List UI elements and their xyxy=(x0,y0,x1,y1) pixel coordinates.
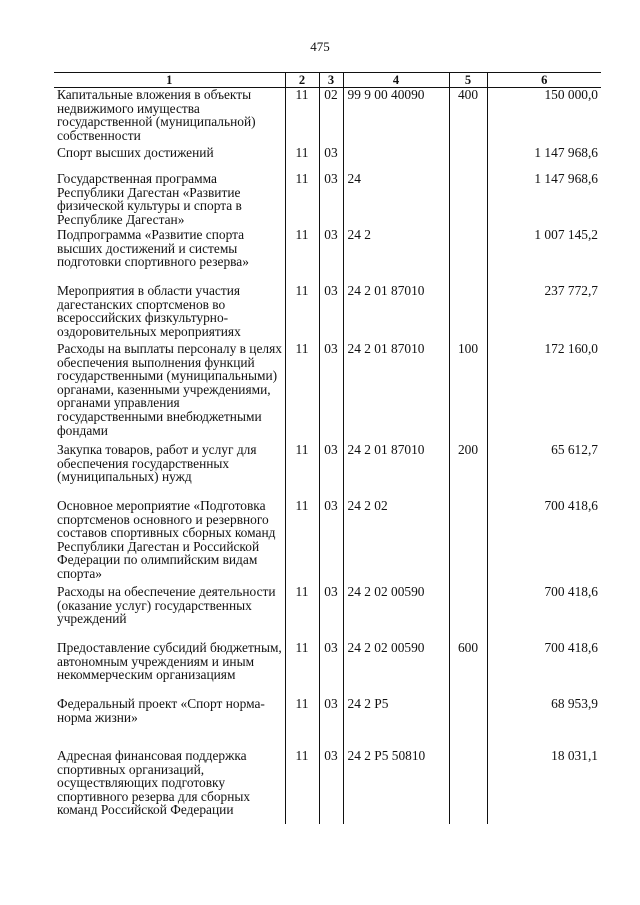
row-section: 11 xyxy=(285,749,319,824)
budget-table xyxy=(54,72,601,824)
row-subsection: 03 xyxy=(319,228,343,284)
row-section: 11 xyxy=(285,585,319,641)
table-row xyxy=(54,228,601,284)
row-subsection: 03 xyxy=(319,443,343,499)
row-subsection: 03 xyxy=(319,641,343,697)
col-header-6: 6 xyxy=(487,73,601,88)
table-row xyxy=(54,641,601,697)
row-code: 24 2 xyxy=(343,228,449,284)
row-amount: 172 160,0 xyxy=(487,342,601,443)
row-exp-type: 200 xyxy=(449,443,487,499)
row-code xyxy=(343,146,449,172)
table-row xyxy=(54,697,601,749)
col-header-3: 3 xyxy=(319,73,343,88)
row-section: 11 xyxy=(285,443,319,499)
row-amount: 150 000,0 xyxy=(487,88,601,147)
row-subsection: 03 xyxy=(319,284,343,342)
row-section: 11 xyxy=(285,499,319,585)
row-section: 11 xyxy=(285,88,319,147)
row-section: 11 xyxy=(285,172,319,228)
row-exp-type xyxy=(449,749,487,824)
table-row xyxy=(54,585,601,641)
row-subsection: 03 xyxy=(319,146,343,172)
col-header-2: 2 xyxy=(285,73,319,88)
table-row xyxy=(54,88,601,147)
row-amount: 700 418,6 xyxy=(487,585,601,641)
row-exp-type xyxy=(449,284,487,342)
row-amount: 18 031,1 xyxy=(487,749,601,824)
row-subsection: 03 xyxy=(319,585,343,641)
row-code: 24 2 02 00590 xyxy=(343,641,449,697)
row-code: 24 2 P5 50810 xyxy=(343,749,449,824)
row-amount: 700 418,6 xyxy=(487,499,601,585)
row-exp-type xyxy=(449,172,487,228)
row-name: Предоставление субсидий бюджетным, автономным учреждениям и иным некоммерческим организациям xyxy=(57,640,282,683)
table-row xyxy=(54,749,601,824)
row-section: 11 xyxy=(285,697,319,749)
row-name: Расходы на выплаты персоналу в целях обеспечения выполнения функций государственными (муниципальными) органами, казенными учреждениями, органами управления государственными внебюджетными фондами xyxy=(57,341,282,438)
row-code: 24 2 02 xyxy=(343,499,449,585)
row-name: Подпрограмма «Развитие спорта высших достижений и системы подготовки спортивного резерва» xyxy=(57,227,249,270)
table-row xyxy=(54,443,601,499)
row-subsection: 03 xyxy=(319,499,343,585)
row-code: 99 9 00 40090 xyxy=(343,88,449,147)
row-exp-type xyxy=(449,585,487,641)
row-name: Капитальные вложения в объекты недвижимого имущества государственной (муниципальной) собственности xyxy=(57,87,256,143)
row-section: 11 xyxy=(285,284,319,342)
row-name: Спорт высших достижений xyxy=(57,145,214,160)
row-subsection: 03 xyxy=(319,342,343,443)
row-name: Адресная финансовая поддержка спортивных организаций, осуществляющих подготовку спортивного резерва для сборных команд Российской Федерации xyxy=(57,748,251,818)
row-amount: 1 147 968,6 xyxy=(487,172,601,228)
row-subsection: 03 xyxy=(319,749,343,824)
row-section: 11 xyxy=(285,146,319,172)
table-row xyxy=(54,172,601,228)
row-section: 11 xyxy=(285,228,319,284)
table-row xyxy=(54,342,601,443)
col-header-4: 4 xyxy=(343,73,449,88)
row-exp-type: 100 xyxy=(449,342,487,443)
col-header-5: 5 xyxy=(449,73,487,88)
col-header-1: 1 xyxy=(54,73,285,88)
row-code: 24 xyxy=(343,172,449,228)
table-row xyxy=(54,499,601,585)
row-name: Федеральный проект «Спорт норма-норма жизни» xyxy=(57,696,265,725)
row-amount: 1 007 145,2 xyxy=(487,228,601,284)
row-code: 24 2 P5 xyxy=(343,697,449,749)
page-number: 475 xyxy=(310,39,330,54)
header-row xyxy=(54,73,601,88)
row-name: Государственная программа Республики Дагестан «Развитие физической культуры и спорта в Республике Дагестан» xyxy=(57,171,242,227)
row-amount: 65 612,7 xyxy=(487,443,601,499)
row-exp-type: 400 xyxy=(449,88,487,147)
row-amount: 68 953,9 xyxy=(487,697,601,749)
row-exp-type xyxy=(449,228,487,284)
row-name: Расходы на обеспечение деятельности (оказание услуг) государственных учреждений xyxy=(57,584,276,627)
row-code: 24 2 01 87010 xyxy=(343,443,449,499)
row-subsection: 02 xyxy=(319,88,343,147)
row-exp-type xyxy=(449,146,487,172)
row-amount: 237 772,7 xyxy=(487,284,601,342)
table-row xyxy=(54,146,601,172)
row-amount: 1 147 968,6 xyxy=(487,146,601,172)
row-exp-type xyxy=(449,697,487,749)
table-row xyxy=(54,284,601,342)
row-name: Закупка товаров, работ и услуг для обеспечения государственных (муниципальных) нужд xyxy=(57,442,257,485)
row-code: 24 2 01 87010 xyxy=(343,342,449,443)
row-subsection: 03 xyxy=(319,172,343,228)
row-amount: 700 418,6 xyxy=(487,641,601,697)
row-code: 24 2 01 87010 xyxy=(343,284,449,342)
row-exp-type: 600 xyxy=(449,641,487,697)
row-name: Основное мероприятие «Подготовка спортсменов основного и резервного составов спортивных сборных команд Республики Дагестан и Российской Федерации по олимпийским видам спорта» xyxy=(57,498,276,581)
row-name: Мероприятия в области участия дагестанских спортсменов во всероссийских физкультурно-оздоровительных мероприятиях xyxy=(57,283,241,339)
row-section: 11 xyxy=(285,641,319,697)
row-code: 24 2 02 00590 xyxy=(343,585,449,641)
row-subsection: 03 xyxy=(319,697,343,749)
row-section: 11 xyxy=(285,342,319,443)
row-exp-type xyxy=(449,499,487,585)
